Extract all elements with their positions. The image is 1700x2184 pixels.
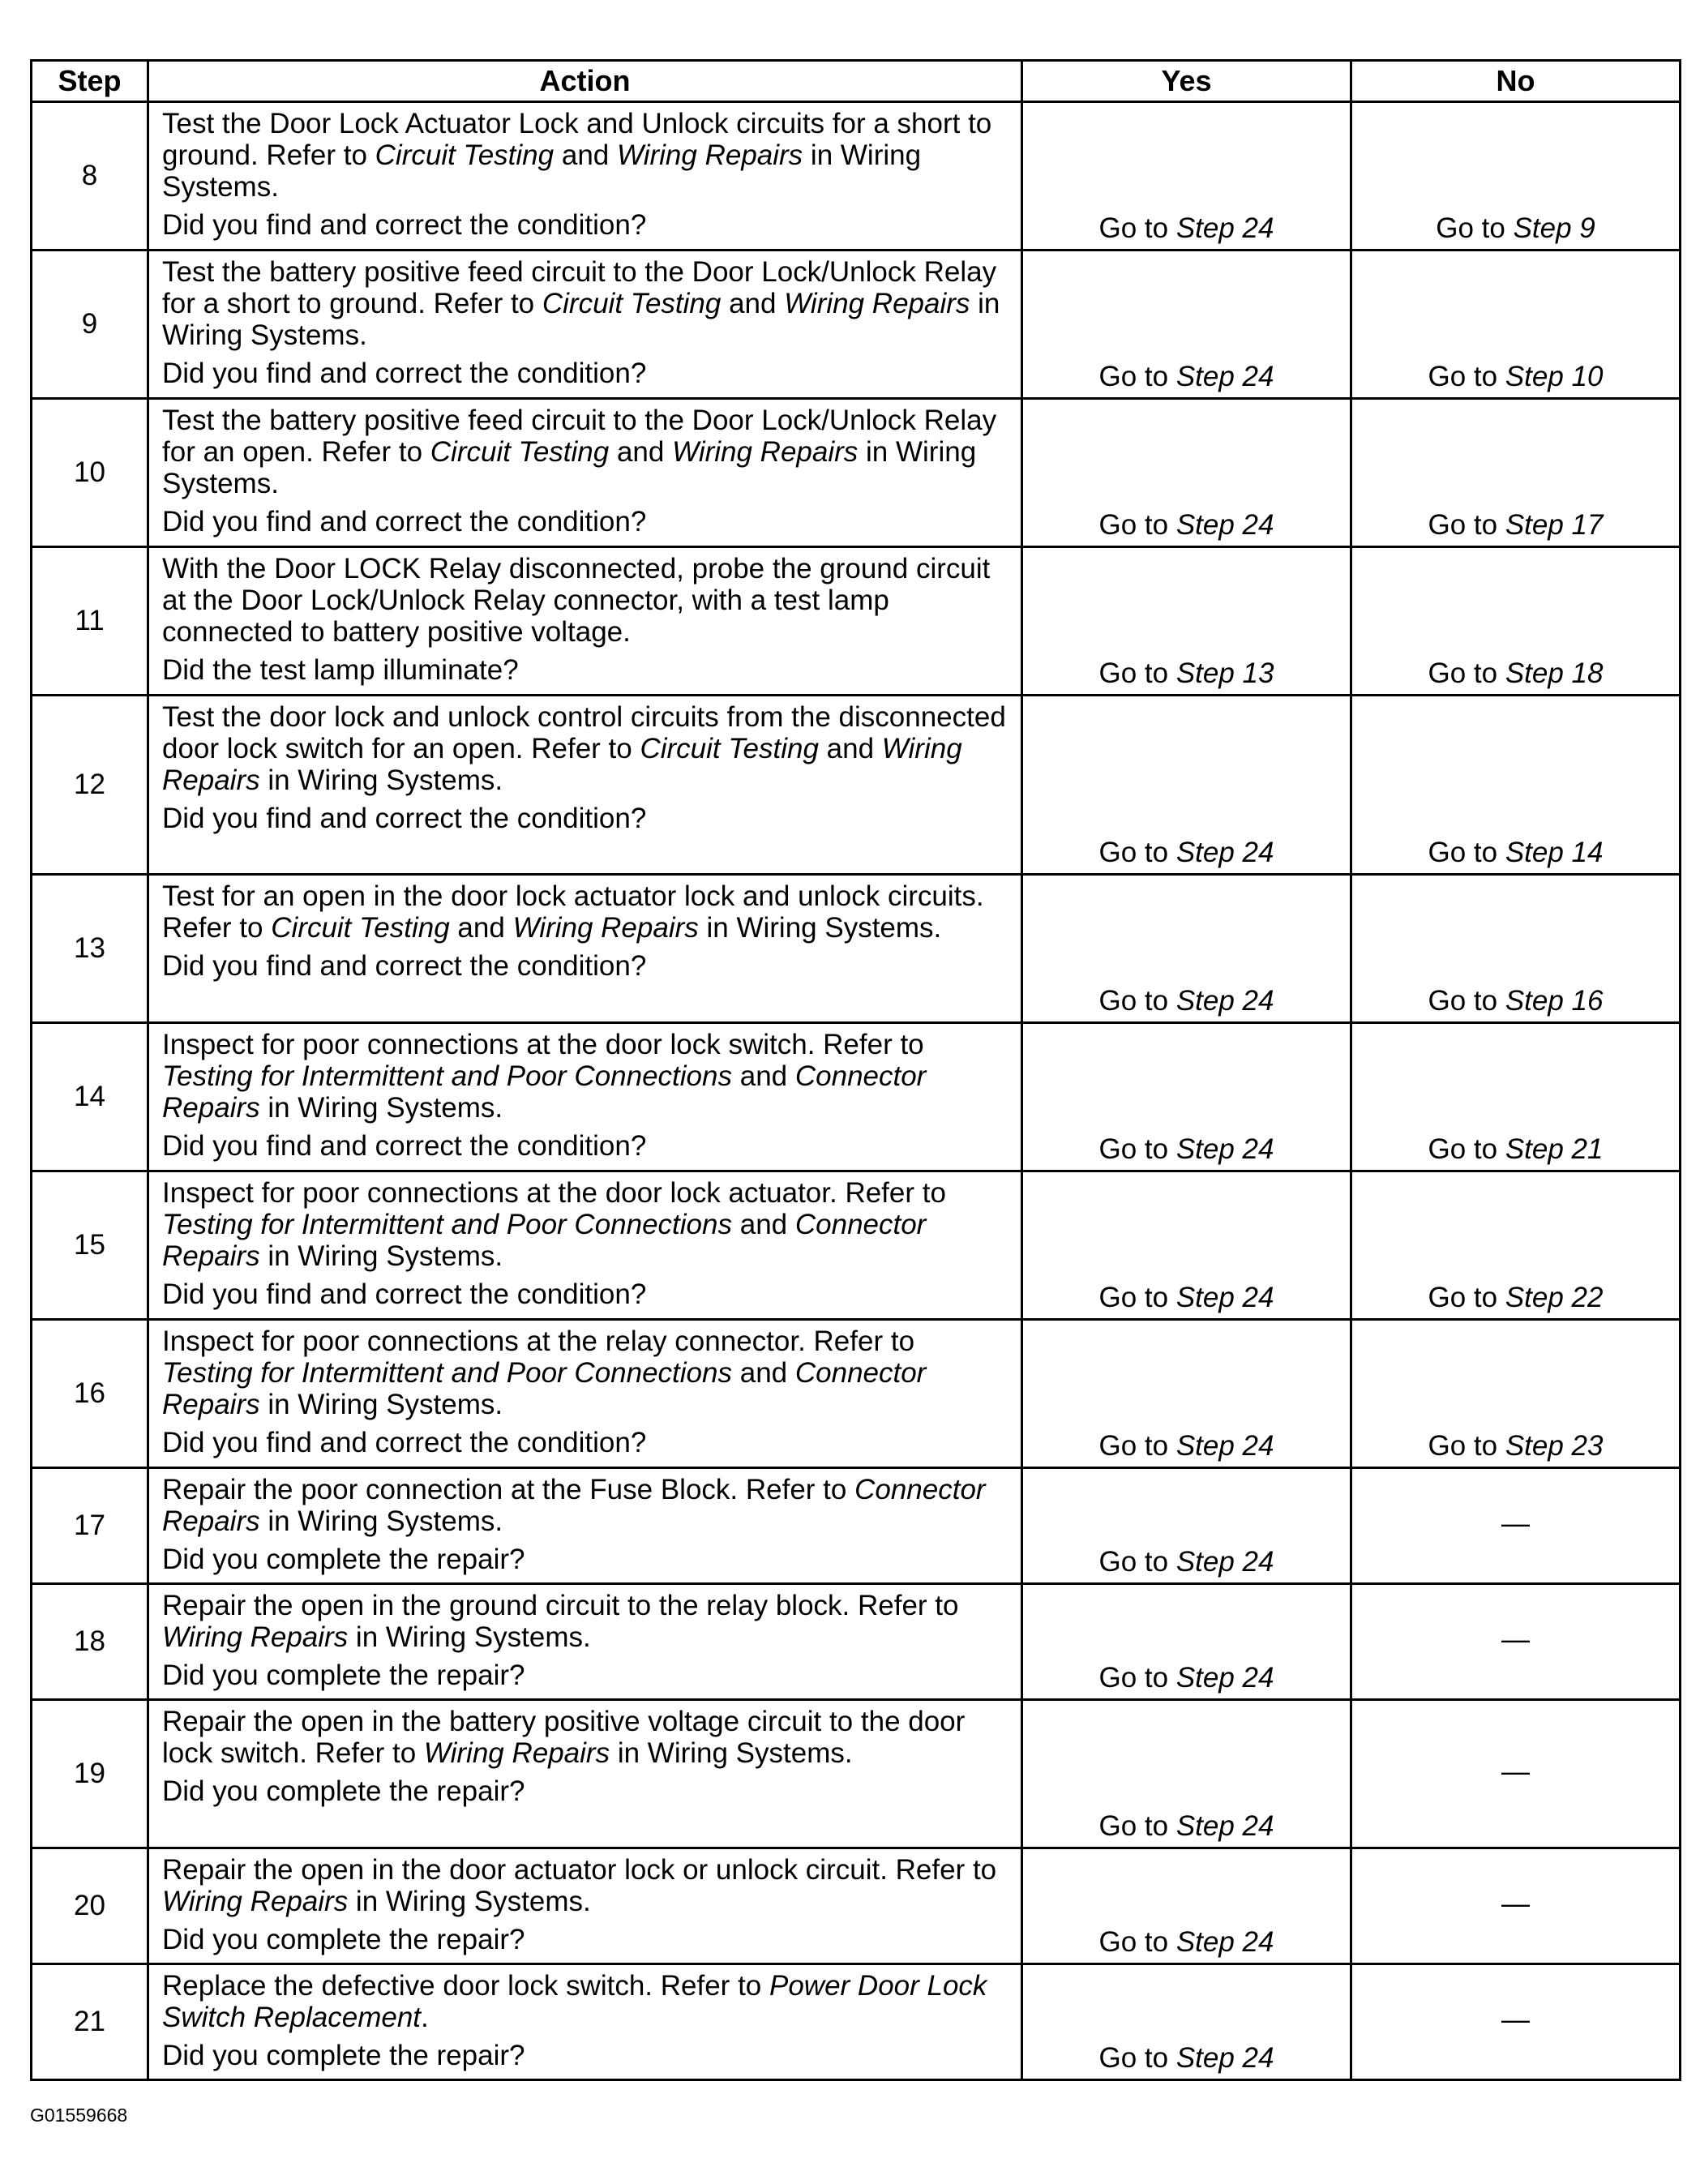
step-number: 15: [32, 1171, 148, 1320]
action-question: Did you find and correct the condition?: [162, 506, 647, 537]
action-description: [162, 1325, 1013, 1420]
reference-text: Wiring Repairs: [423, 1737, 610, 1769]
reference-text: Step 24: [1175, 1810, 1274, 1842]
reference-text: Connector Repairs: [162, 1060, 927, 1124]
text-run: Go to: [1428, 361, 1505, 392]
text-run: .: [421, 2002, 429, 2033]
reference-text: Step 24: [1175, 361, 1274, 392]
step-number: 8: [32, 102, 148, 251]
yes-result: [1022, 1584, 1351, 1700]
yes-result: [1022, 1320, 1351, 1468]
no-result: [1351, 399, 1681, 547]
text-run: Go to: [1428, 1430, 1505, 1462]
text-run: and: [721, 288, 785, 319]
action-question: Did the test lamp illuminate?: [162, 654, 519, 686]
text-run: Go to: [1098, 1810, 1176, 1842]
step-number: 20: [32, 1848, 148, 1964]
text-run: Inspect for poor connections at the door lock switch. Refer to: [162, 1029, 924, 1060]
text-run: Go to: [1098, 212, 1176, 244]
table-row: [32, 399, 1681, 547]
action-cell: [148, 399, 1022, 547]
text-run: Inspect for poor connections at the door lock actuator. Refer to: [162, 1177, 946, 1209]
no-result-none: [1351, 1700, 1681, 1848]
yes-result: [1022, 1700, 1351, 1848]
action-question: Did you complete the repair?: [162, 1544, 525, 1575]
table-row: [32, 1584, 1681, 1700]
action-cell: [148, 251, 1022, 399]
text-run: and: [818, 733, 882, 764]
reference-text: Step 13: [1175, 657, 1274, 689]
table-row: [32, 1848, 1681, 1964]
diagnostic-table: [30, 59, 1681, 2081]
table-row: [32, 102, 1681, 251]
text-run: Go to: [1428, 509, 1505, 541]
reference-text: Step 14: [1505, 837, 1604, 868]
action-question: Did you find and correct the condition?: [162, 803, 647, 834]
no-result-none: [1351, 1584, 1681, 1700]
reference-text: Step 10: [1505, 361, 1604, 392]
action-cell: [148, 1468, 1022, 1584]
reference-text: Wiring Repairs: [672, 436, 859, 468]
action-cell: [148, 696, 1022, 875]
table-row: [32, 1468, 1681, 1584]
action-description: [162, 1854, 1013, 1917]
action-description: [162, 553, 1013, 648]
yes-result: [1022, 696, 1351, 875]
text-run: Go to: [1098, 1662, 1176, 1694]
text-run: Go to: [1098, 985, 1176, 1017]
text-run: Go to: [1428, 837, 1505, 868]
action-question: Did you find and correct the condition?: [162, 358, 647, 389]
action-question: Did you complete the repair?: [162, 1659, 525, 1691]
text-run: With the Door LOCK Relay disconnected, probe the ground circuit at the Door Lock/Unlock Relay connector, with a test lamp connected to battery positive voltage.: [162, 553, 991, 648]
text-run: and: [609, 436, 673, 468]
step-number: 21: [32, 1964, 148, 2080]
reference-text: Step 24: [1175, 1662, 1274, 1694]
reference-text: Connector Repairs: [162, 1357, 927, 1420]
text-run: Go to: [1098, 1546, 1176, 1578]
text-run: Go to: [1428, 1133, 1505, 1165]
table-body: [32, 102, 1681, 2080]
action-question: Did you complete the repair?: [162, 2040, 525, 2071]
text-run: and: [449, 912, 513, 944]
action-question: Did you find and correct the condition?: [162, 1278, 647, 1310]
text-run: in Wiring Systems.: [162, 436, 977, 499]
reference-text: Step 24: [1175, 837, 1274, 868]
reference-text: Connector Repairs: [162, 1474, 986, 1537]
step-number: 14: [32, 1023, 148, 1171]
reference-text: Testing for Intermittent and Poor Connections: [162, 1357, 732, 1389]
text-run: in Wiring Systems.: [162, 288, 1000, 351]
text-run: Go to: [1098, 361, 1176, 392]
yes-result: [1022, 1023, 1351, 1171]
text-run: and: [732, 1209, 795, 1240]
reference-text: Circuit Testing: [375, 139, 555, 171]
reference-text: Power Door Lock Switch Replacement: [162, 1970, 987, 2033]
action-question: Did you complete the repair?: [162, 1924, 525, 1955]
header-row: [32, 61, 1681, 102]
action-description: [162, 405, 1013, 499]
no-result: [1351, 1023, 1681, 1171]
table-row: [32, 1023, 1681, 1171]
reference-text: Step 24: [1175, 2042, 1274, 2074]
text-run: Repair the open in the ground circuit to the relay block. Refer to: [162, 1590, 959, 1621]
action-question: Did you find and correct the condition?: [162, 1130, 647, 1162]
text-run: in Wiring Systems.: [348, 1886, 591, 1917]
reference-text: Step 17: [1505, 509, 1604, 541]
reference-text: Step 24: [1175, 1546, 1274, 1578]
text-run: Inspect for poor connections at the relay connector. Refer to: [162, 1325, 915, 1357]
text-run: in Wiring Systems.: [259, 1092, 503, 1124]
no-result: [1351, 696, 1681, 875]
action-question: Did you find and correct the condition?: [162, 950, 647, 982]
reference-text: Wiring Repairs: [784, 288, 970, 319]
step-number: 12: [32, 696, 148, 875]
step-number: 16: [32, 1320, 148, 1468]
table-row: [32, 875, 1681, 1023]
reference-text: Step 24: [1175, 1282, 1274, 1313]
step-number: 13: [32, 875, 148, 1023]
header-action: Action: [148, 61, 1022, 102]
action-cell: [148, 1584, 1022, 1700]
step-number: 19: [32, 1700, 148, 1848]
header-yes: Yes: [1022, 61, 1351, 102]
reference-text: Step 18: [1505, 657, 1604, 689]
reference-text: Testing for Intermittent and Poor Connections: [162, 1060, 732, 1092]
text-run: Go to: [1428, 657, 1505, 689]
action-question: Did you find and correct the condition?: [162, 1427, 647, 1458]
text-run: —: [1501, 2003, 1530, 2036]
reference-text: Step 16: [1505, 985, 1604, 1017]
text-run: and: [732, 1060, 795, 1092]
no-result: [1351, 251, 1681, 399]
action-description: [162, 1970, 1013, 2033]
no-result: [1351, 102, 1681, 251]
step-number: 11: [32, 547, 148, 696]
action-description: [162, 1706, 1013, 1769]
no-result: [1351, 875, 1681, 1023]
text-run: Go to: [1098, 509, 1176, 541]
diagnostic-table-container: [30, 59, 1679, 2081]
text-run: Go to: [1098, 1282, 1176, 1313]
reference-text: Wiring Repairs: [616, 139, 803, 171]
text-run: Test the Door Lock Actuator Lock and Unlock circuits for a short to ground. Refer to: [162, 108, 992, 171]
text-run: and: [732, 1357, 795, 1389]
yes-result: [1022, 399, 1351, 547]
yes-result: [1022, 1468, 1351, 1584]
action-description: [162, 701, 1013, 796]
action-description: [162, 256, 1013, 351]
action-cell: [148, 875, 1022, 1023]
reference-text: Circuit Testing: [542, 288, 722, 319]
reference-text: Step 24: [1175, 1133, 1274, 1165]
reference-text: Step 21: [1505, 1133, 1604, 1165]
action-question: Did you complete the repair?: [162, 1775, 525, 1807]
reference-text: Step 24: [1175, 1926, 1274, 1958]
action-cell: [148, 1320, 1022, 1468]
yes-result: [1022, 875, 1351, 1023]
text-run: Repair the open in the battery positive voltage circuit to the door lock switch. Refer to: [162, 1706, 966, 1769]
text-run: Go to: [1428, 985, 1505, 1017]
no-result-none: [1351, 1468, 1681, 1584]
table-row: [32, 1171, 1681, 1320]
text-run: —: [1501, 1887, 1530, 1920]
text-run: Go to: [1098, 657, 1176, 689]
text-run: Go to: [1098, 2042, 1176, 2074]
text-run: Replace the defective door lock switch. Refer to: [162, 1970, 769, 2002]
table-row: [32, 547, 1681, 696]
action-description: [162, 1474, 1013, 1537]
text-run: Repair the open in the door actuator lock or unlock circuit. Refer to: [162, 1854, 997, 1886]
text-run: Go to: [1436, 212, 1514, 244]
action-cell: [148, 1171, 1022, 1320]
action-cell: [148, 547, 1022, 696]
action-cell: [148, 1023, 1022, 1171]
no-result: [1351, 1320, 1681, 1468]
action-question: Did you find and correct the condition?: [162, 209, 647, 241]
step-number: 10: [32, 399, 148, 547]
reference-text: Circuit Testing: [430, 436, 610, 468]
figure-id: G01559668: [30, 2105, 128, 2126]
text-run: in Wiring Systems.: [259, 764, 503, 796]
reference-text: Wiring Repairs: [162, 1886, 349, 1917]
reference-text: Wiring Repairs: [162, 733, 962, 796]
table-row: [32, 1700, 1681, 1848]
text-run: Go to: [1098, 1133, 1176, 1165]
table-row: [32, 251, 1681, 399]
reference-text: Step 23: [1505, 1430, 1604, 1462]
action-description: [162, 1029, 1013, 1124]
action-description: [162, 1590, 1013, 1653]
reference-text: Step 24: [1175, 212, 1274, 244]
step-number: 18: [32, 1584, 148, 1700]
action-cell: [148, 102, 1022, 251]
yes-result: [1022, 547, 1351, 696]
reference-text: Step 24: [1175, 509, 1274, 541]
step-number: 9: [32, 251, 148, 399]
text-run: —: [1501, 1755, 1530, 1788]
text-run: in Wiring Systems.: [698, 912, 942, 944]
text-run: Test for an open in the door lock actuator lock and unlock circuits. Refer to: [162, 880, 984, 944]
text-run: in Wiring Systems.: [610, 1737, 853, 1769]
header-step: Step: [32, 61, 148, 102]
text-run: in Wiring Systems.: [259, 1505, 503, 1537]
no-result-none: [1351, 1848, 1681, 1964]
reference-text: Testing for Intermittent and Poor Connections: [162, 1209, 732, 1240]
reference-text: Step 24: [1175, 985, 1274, 1017]
reference-text: Wiring Repairs: [162, 1621, 349, 1653]
yes-result: [1022, 102, 1351, 251]
yes-result: [1022, 1171, 1351, 1320]
step-number: 17: [32, 1468, 148, 1584]
table-row: [32, 1964, 1681, 2080]
text-run: —: [1501, 1623, 1530, 1655]
reference-text: Wiring Repairs: [512, 912, 699, 944]
action-description: [162, 1177, 1013, 1272]
text-run: Test the battery positive feed circuit to the Door Lock/Unlock Relay for a short to ground. Refer to: [162, 256, 997, 319]
yes-result: [1022, 1964, 1351, 2080]
text-run: Go to: [1098, 837, 1176, 868]
text-run: in Wiring Systems.: [348, 1621, 591, 1653]
text-run: in Wiring Systems.: [259, 1240, 503, 1272]
text-run: Go to: [1098, 1926, 1176, 1958]
reference-text: Step 24: [1175, 1430, 1274, 1462]
action-description: [162, 880, 1013, 944]
action-cell: [148, 1964, 1022, 2080]
text-run: Go to: [1098, 1430, 1176, 1462]
table-row: [32, 1320, 1681, 1468]
reference-text: Connector Repairs: [162, 1209, 927, 1272]
action-cell: [148, 1700, 1022, 1848]
action-cell: [148, 1848, 1022, 1964]
header-no: No: [1351, 61, 1681, 102]
action-description: [162, 108, 1013, 203]
reference-text: Circuit Testing: [640, 733, 819, 764]
no-result: [1351, 547, 1681, 696]
yes-result: [1022, 251, 1351, 399]
text-run: Repair the poor connection at the Fuse Block. Refer to: [162, 1474, 855, 1505]
reference-text: Step 9: [1513, 212, 1595, 244]
text-run: Go to: [1428, 1282, 1505, 1313]
text-run: in Wiring Systems.: [259, 1389, 503, 1420]
reference-text: Circuit Testing: [271, 912, 450, 944]
no-result-none: [1351, 1964, 1681, 2080]
text-run: —: [1501, 1507, 1530, 1540]
yes-result: [1022, 1848, 1351, 1964]
text-run: Test the battery positive feed circuit to the Door Lock/Unlock Relay for an open. Refer to: [162, 405, 997, 468]
reference-text: Step 22: [1505, 1282, 1604, 1313]
no-result: [1351, 1171, 1681, 1320]
table-row: [32, 696, 1681, 875]
text-run: and: [554, 139, 617, 171]
text-run: Test the door lock and unlock control circuits from the disconnected door lock switch for an open. Refer to: [162, 701, 1006, 764]
text-run: in Wiring Systems.: [162, 139, 922, 203]
